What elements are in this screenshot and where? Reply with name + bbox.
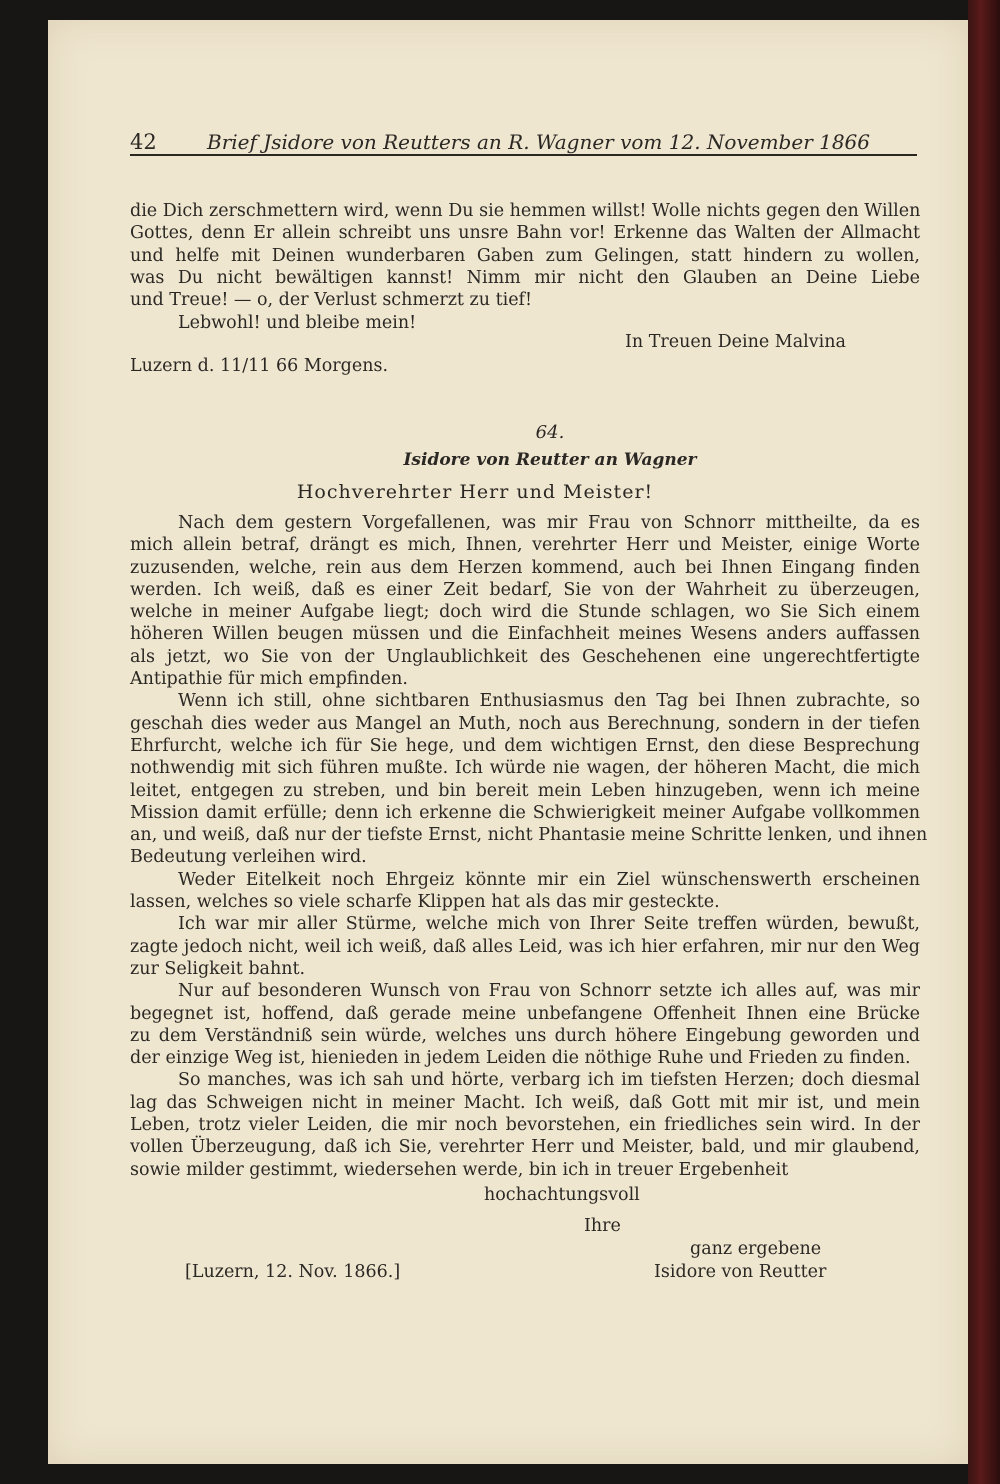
text-line: Nach dem gestern Vorgefallenen, was mir Frau von Schnorr mittheilte, da es: [178, 513, 920, 533]
farewell-line: Lebwohl! und bleibe mein!: [178, 313, 417, 333]
text-line: Bedeutung verleihen wird.: [130, 847, 367, 868]
text-line: an, und weiß, daß nur der tiefste Ernst, nicht Phantasie meine Schritte lenken, und ihnen: [130, 825, 928, 846]
text-line: zur Seligkeit bahnt.: [130, 958, 306, 979]
text-line: die Dich zerschmettern wird, wenn Du sie hemmen willst! Wolle nichts gegen den Willen: [130, 201, 921, 221]
text-line: Antipathie für mich empfinden.: [130, 669, 408, 690]
letter-number: 64.: [535, 422, 565, 443]
text-line: höheren Willen beugen müssen und die Einfachheit meines Wesens anders auffassen: [130, 624, 920, 645]
closing-hochachtungsvoll: hochachtungsvoll: [484, 1185, 640, 1205]
text-line: nothwendig mit sich führen mußte. Ich würde nie wagen, der höheren Macht, die mich: [130, 758, 920, 779]
text-line: mich allein betraf, drängt es mich, Ihnen, verehrter Herr und Meister, einige Worte: [130, 535, 920, 556]
text-line: zagte jedoch nicht, weil ich weiß, daß alles Leid, was ich hier erfahren, mir nur den Weg: [130, 936, 920, 957]
text-line: sowie milder gestimmt, wiedersehen werde, bin ich in treuer Ergebenheit: [130, 1159, 789, 1180]
text-line: Mission damit erfülle; denn ich erkenne die Schwierigkeit meiner Aufgabe vollkommen: [130, 802, 920, 823]
closing-ihre: Ihre: [584, 1216, 621, 1236]
text-line: lag das Schweigen nicht in meiner Macht. Ich weiß, daß Gott mit mir ist, und mein: [130, 1092, 920, 1113]
previous-letter-place-date: Luzern d. 11/11 66 Morgens.: [130, 356, 389, 376]
text-line: Ehrfurcht, welche ich für Sie hege, und dem wichtigen Ernst, den diese Besprechung: [130, 735, 920, 756]
text-line: werden. Ich weiß, daß es einer Zeit bedarf, Sie von der Wahrheit zu überzeugen,: [130, 579, 920, 600]
page-number: 42: [130, 130, 157, 154]
text-line: Weder Eitelkeit noch Ehrgeiz könnte mir ein Ziel wünschenswerth erscheinen: [178, 869, 920, 890]
text-line: Ich war mir aller Stürme, welche mich von Ihrer Seite treffen würden, bewußt,: [178, 914, 920, 935]
text-line: als jetzt, wo Sie von der Unglaublichkeit des Geschehenen eine ungerechtfertigte: [130, 646, 920, 667]
text-line: und Treue! — o, der Verlust schmerzt zu tief!: [130, 290, 533, 311]
text-line: der einzige Weg ist, hienieden in jedem Leiden die nöthige Ruhe und Frieden zu finden.: [130, 1048, 911, 1069]
book-edge: [968, 0, 1000, 1484]
text-line: geschah dies weder aus Mangel an Muth, noch aus Berechnung, sondern in der tiefen: [130, 713, 920, 734]
text-line: leitet, entgegen zu streben, und bin bereit mein Leben hinzugeben, wenn ich meine: [130, 780, 920, 801]
letter-title: Isidore von Reutter an Wagner: [403, 450, 697, 470]
text-line: Nur auf besonderen Wunsch von Frau von Schnorr setzte ich alles auf, was mir: [178, 981, 920, 1002]
text-line: zuzusenden, welche, rein aus dem Herzen kommend, auch bei Ihnen Eingang finden: [130, 557, 920, 578]
letter-body: [130, 512, 928, 1181]
previous-letter-body: [130, 200, 920, 311]
text-line: Leben, trotz vieler Leiden, die mir noch bevorstehen, ein friedliches sein wird. In der: [130, 1115, 920, 1136]
text-line: lassen, welches so viele scharfe Klippen hat als das mir gesteckte.: [130, 892, 720, 913]
text-line: begegnet ist, hoffend, daß gerade meine unbefangene Offenheit Ihnen eine Brücke: [130, 1003, 920, 1024]
text-line: Wenn ich still, ohne sichtbaren Enthusiasmus den Tag bei Ihnen zubrachte, so: [178, 691, 920, 712]
previous-letter-signature: In Treuen Deine Malvina: [625, 332, 846, 352]
text-line: zu dem Verständniß sein würde, welches uns durch höhere Eingebung geworden und: [130, 1025, 920, 1046]
text-line: Gottes, denn Er allein schreibt uns unsre Bahn vor! Erkenne das Walten der Allmacht: [130, 223, 920, 244]
text-line: So manches, was ich sah und hörte, verbarg ich im tiefsten Herzen; doch diesmal: [178, 1070, 920, 1091]
text-line: welche in meiner Aufgabe liegt; doch wird die Stunde schlagen, wo Sie Sich einem: [130, 602, 920, 623]
text-line: vollen Überzeugung, daß ich Sie, verehrter Herr und Meister, bald, und mir glaubend,: [130, 1137, 920, 1158]
running-title: Brief Jsidore von Reutters an R. Wagner vom 12. November 1866: [207, 130, 871, 154]
letter-place-date: [Luzern, 12. Nov. 1866.]: [185, 1262, 401, 1282]
letter-signature: Isidore von Reutter: [654, 1262, 827, 1282]
closing-ganz-ergebene: ganz ergebene: [690, 1239, 822, 1259]
text-line: und helfe mit Deinen wunderbaren Gaben zum Gelingen, statt hindern zu wollen,: [130, 245, 920, 266]
running-header: [130, 114, 917, 156]
salutation: Hochverehrter Herr und Meister!: [296, 481, 654, 503]
text-line: was Du nicht bewältigen kannst! Nimm mir nicht den Glauben an Deine Liebe: [130, 267, 920, 288]
